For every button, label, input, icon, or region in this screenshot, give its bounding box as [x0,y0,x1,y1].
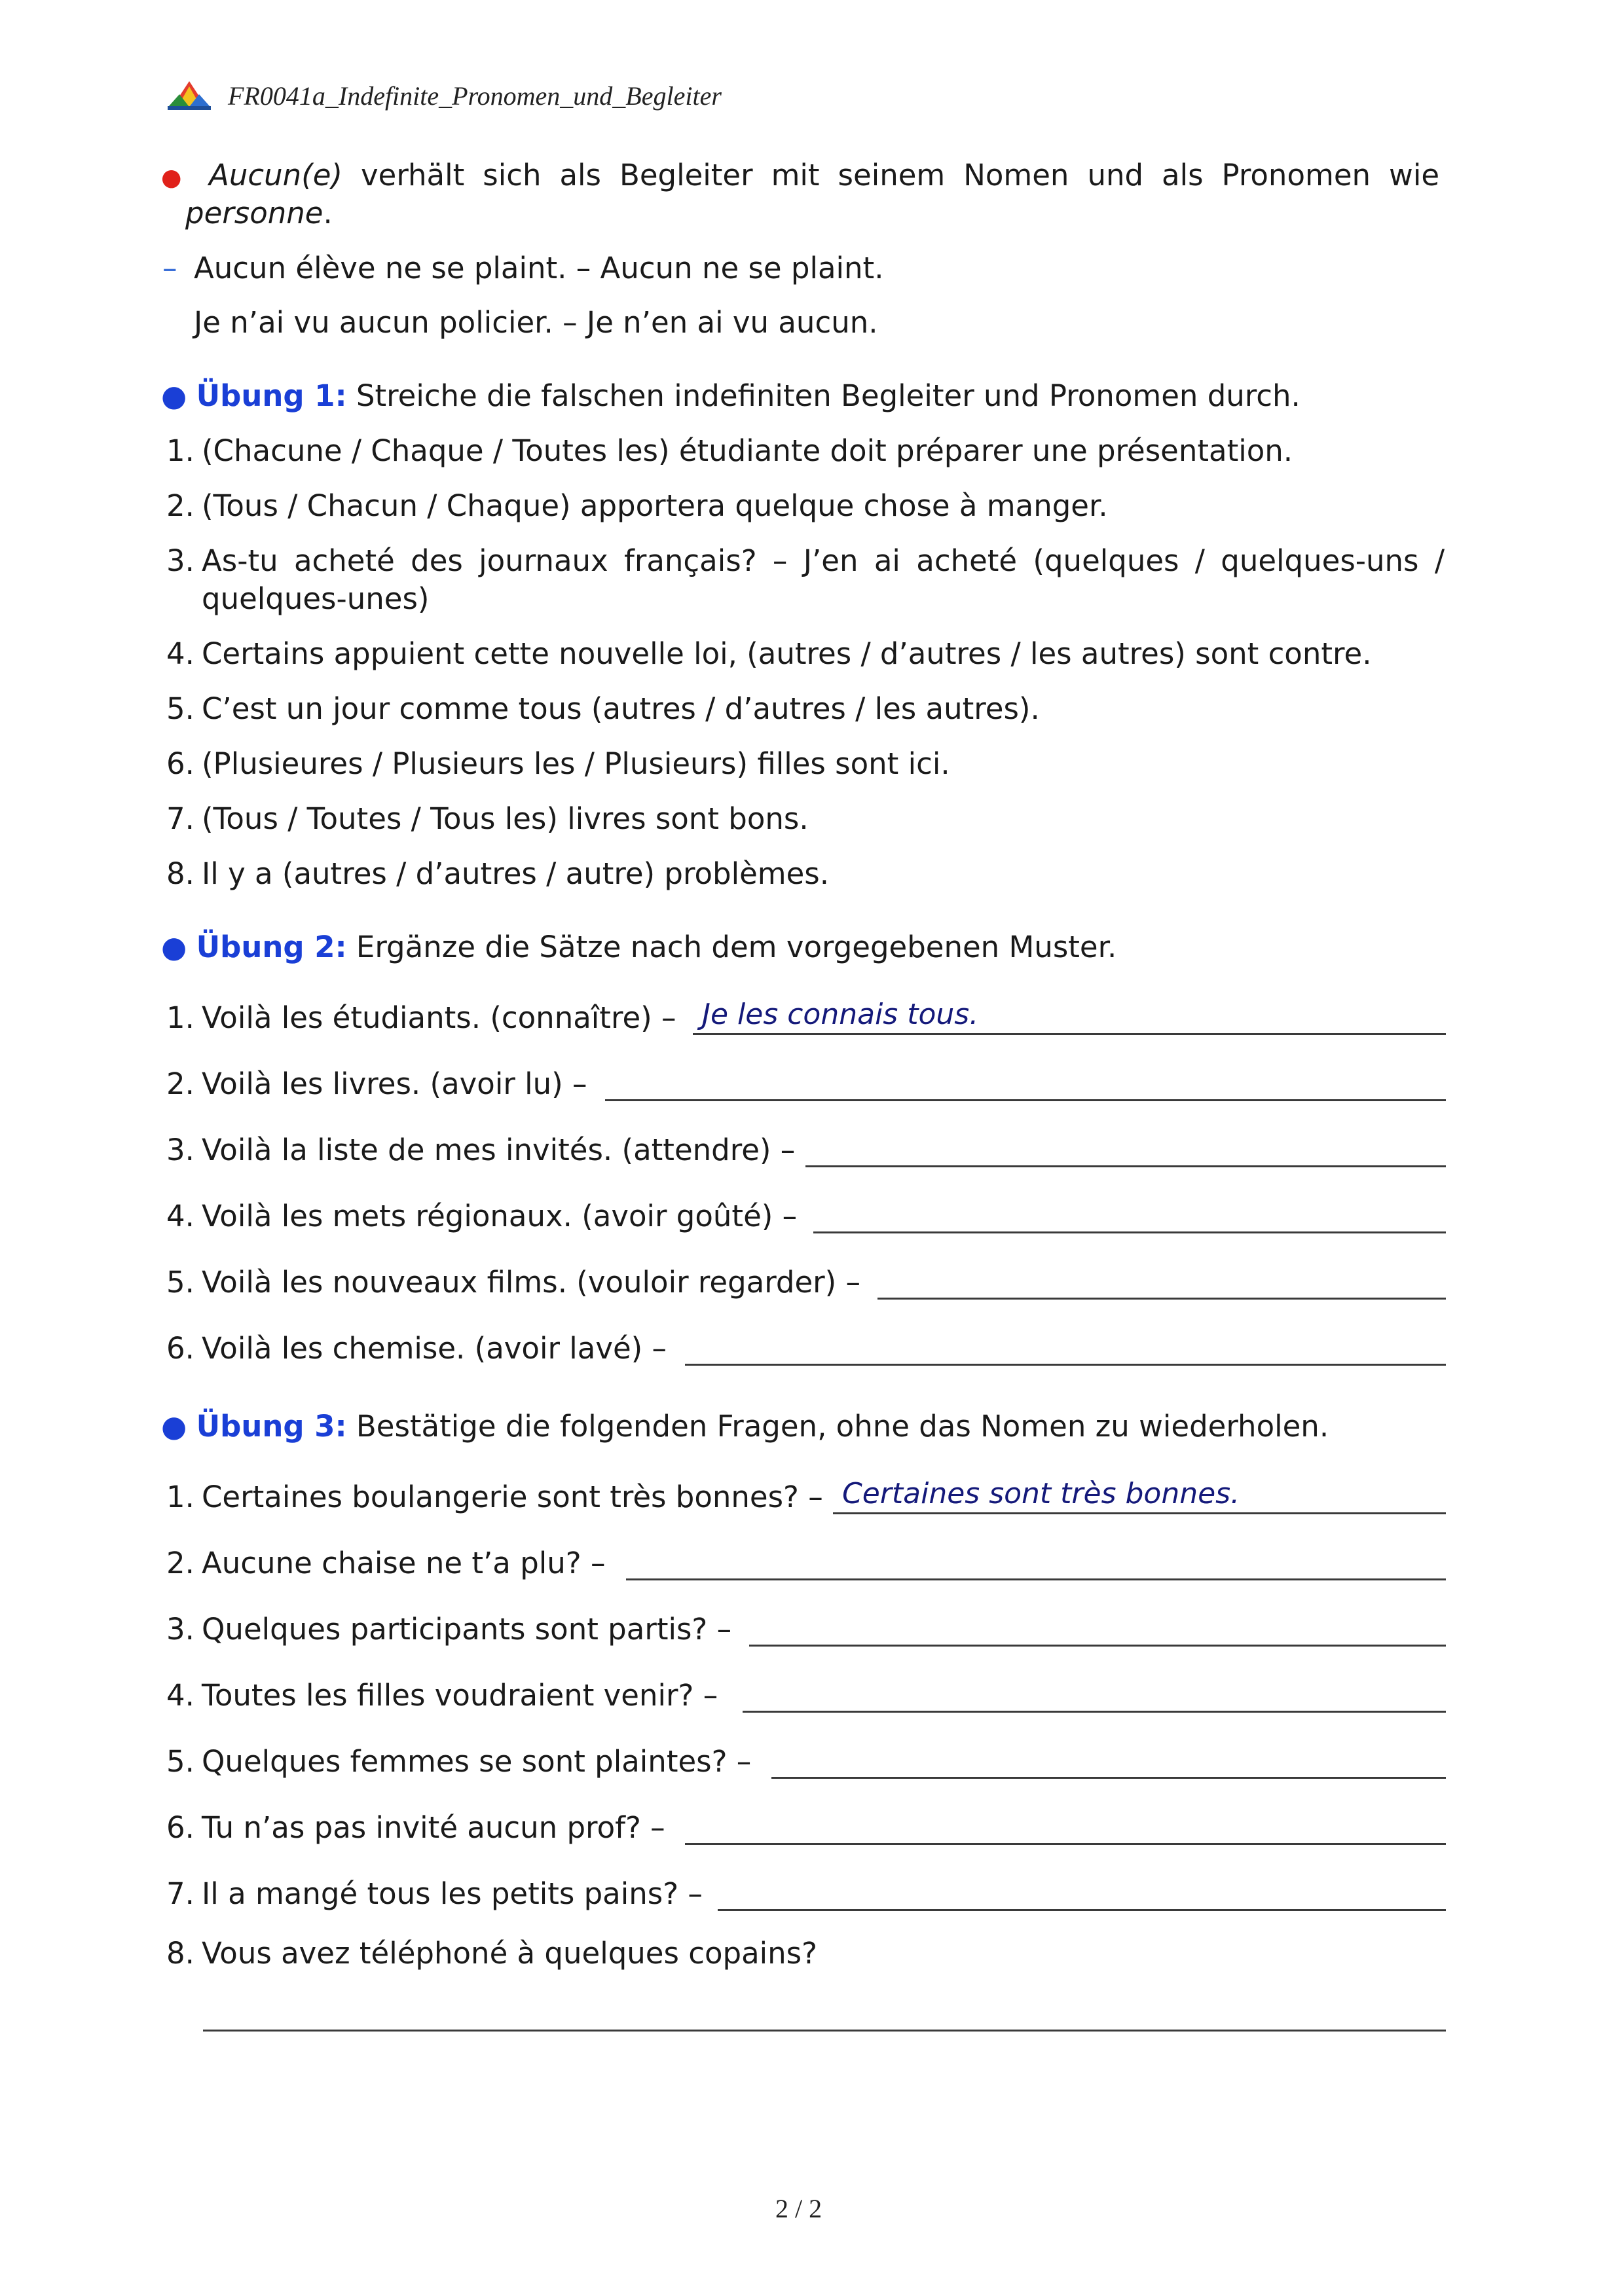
answer-line[interactable] [805,1165,1446,1167]
ex2-item: 3. Voilà la liste de mes invités. (attendre) – [166,1133,796,1167]
ex2-item: 5. Voilà les nouveaux films. (vouloir regarder) – [166,1265,861,1300]
answer-line[interactable] [605,1099,1446,1101]
bullet-icon: ● [161,164,191,191]
ex3-item: 3. Quelques participants sont partis? – [166,1612,732,1647]
bullet-icon: ● [161,1409,187,1444]
answer-line[interactable] [685,1364,1446,1366]
ex3-instruction: Bestätige die folgenden Fragen, ohne das Nomen zu wiederholen. [356,1409,1329,1444]
ex1-heading [161,377,1301,415]
ex2-item: 6. Voilà les chemise. (avoir lavé) – [166,1331,667,1366]
ex3-item: 6. Tu n’as pas invité aucun prof? – [166,1810,665,1845]
ex3-item: 8. Vous avez téléphoné à quelques copains? [166,1936,817,1971]
ex2-heading [161,928,1116,966]
ex1-item: 3. As-tu acheté des journaux français? – J’en ai acheté (quelques / quelques-uns / [166,543,1445,578]
bullet-icon: ● [161,378,187,413]
intro-example-1: Aucun élève ne se plaint. – Aucun ne se plaint. [194,251,884,285]
ex1-item: 5. C’est un jour comme tous (autres / d’autres / les autres). [166,691,1040,726]
ex3-answer: Certaines sont très bonnes. [842,1477,1240,1510]
page-number: 2 / 2 [775,2194,822,2223]
logo-icon [166,80,212,111]
intro-em-aucun: Aucun(e) [209,158,342,192]
ex1-item: 1. (Chacune / Chaque / Toutes les) étudiante doit préparer une présentation. [166,433,1293,468]
answer-line[interactable] [718,1909,1446,1911]
ex3-item: 1. Certaines boulangerie sont très bonnes? – [166,1480,823,1514]
answer-line[interactable] [626,1578,1446,1580]
intro-line-1 [161,156,1439,197]
answer-line[interactable] [203,2030,1446,2032]
answer-line[interactable] [833,1512,1446,1514]
page-header [166,76,722,115]
dash-icon: – [162,251,177,285]
ex1-item: 6. (Plusieures / Plusieurs les / Plusieurs) filles sont ici. [166,746,950,781]
ex2-instruction: Ergänze die Sätze nach dem vorgegebenen Muster. [356,930,1117,964]
answer-line[interactable] [771,1777,1446,1779]
ex3-item: 2. Aucune chaise ne t’a plu? – [166,1546,606,1580]
intro-example-2: Je n’ai vu aucun policier. – Je n’en ai vu aucun. [194,305,878,340]
ex2-item: 4. Voilà les mets régionaux. (avoir goûté) – [166,1199,798,1233]
ex1-item: 7. (Tous / Toutes / Tous les) livres sont bons. [166,801,809,836]
bullet-icon: ● [161,930,187,964]
answer-line[interactable] [693,1033,1446,1035]
answer-line[interactable] [743,1711,1446,1713]
ex1-instruction: Streiche die falschen indefiniten Begleiter und Pronomen durch. [356,378,1301,413]
ex3-heading [161,1408,1329,1446]
answer-line[interactable] [749,1645,1446,1647]
ex2-label: Übung 2: [196,930,347,964]
answer-line[interactable] [877,1298,1446,1300]
ex2-answer: Je les connais tous. [702,998,979,1031]
ex1-item: 4. Certains appuient cette nouvelle loi, (autres / d’autres / les autres) sont contre. [166,636,1372,671]
ex1-item: 2. (Tous / Chacun / Chaque) apportera quelque chose à manger. [166,488,1108,523]
ex2-item: 1. Voilà les étudiants. (connaître) – [166,1000,676,1035]
ex2-item: 2. Voilà les livres. (avoir lu) – [166,1066,587,1101]
ex1-item: 8. Il y a (autres / d’autres / autre) problèmes. [166,856,830,891]
ex1-label: Übung 1: [196,378,347,413]
ex3-item: 7. Il a mangé tous les petits pains? – [166,1876,703,1911]
document-title: FR0041a_Indefinite_Pronomen_und_Begleiter [228,81,722,111]
intro-em-personne: personne [185,196,323,230]
intro-line-2: personne. [185,196,333,230]
ex3-item: 4. Toutes les filles voudraient venir? – [166,1678,718,1713]
intro-text: verhält sich als Begleiter mit seinem Nomen und als Pronomen wie [361,158,1440,192]
answer-line[interactable] [685,1843,1446,1845]
ex3-item: 5. Quelques femmes se sont plaintes? – [166,1744,752,1779]
ex3-label: Übung 3: [196,1409,347,1444]
answer-line[interactable] [813,1231,1446,1233]
ex1-item-continuation: quelques-unes) [202,581,430,616]
